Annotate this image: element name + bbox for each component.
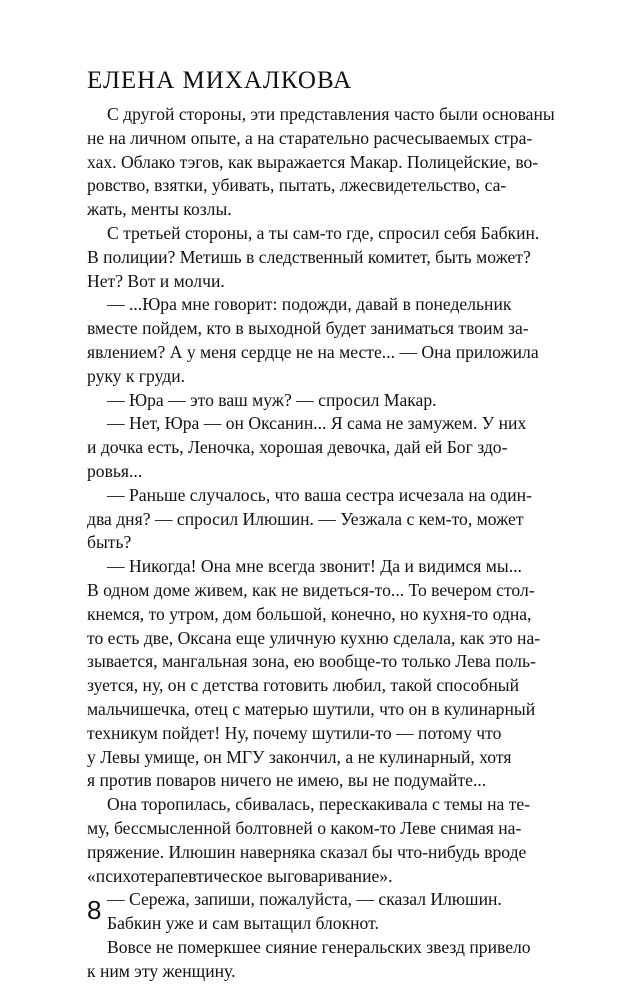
text-line: — Юра — это ваш муж? — спросил Макар. <box>107 389 437 410</box>
text-line: Она торопилась, сбивалась, перескакивала с темы на те- <box>107 794 531 815</box>
text-line: жать, менты козлы. <box>87 199 232 220</box>
running-header-author: ЕЛЕНА МИХАЛКОВА <box>87 67 353 94</box>
text-line: — Никогда! Она мне всегда звонит! Да и видимся мы... <box>107 556 522 577</box>
text-line: не на личном опыте, а на старательно расчесываемых стра- <box>87 127 533 148</box>
text-line: явлением? А у меня сердце не на месте... — Она приложила <box>87 341 539 362</box>
text-line: Нет? Вот и молчи. <box>87 270 225 291</box>
text-line: му, бессмысленной болтовней о каком-то Леве снимая на- <box>87 817 522 838</box>
text-line: — Нет, Юра — он Оксанин... Я сама не замужем. У них <box>107 413 527 434</box>
text-line: С третьей стороны, а ты сам-то где, спросил себя Бабкин. <box>107 222 540 243</box>
text-line: — ...Юра мне говорит: подожди, давай в понедельник <box>107 294 512 315</box>
text-line: кнемся, то утром, дом большой, конечно, но кухня-то одна, <box>87 603 532 624</box>
text-line: зывается, мангальная зона, ею вообще-то только Лева поль- <box>87 651 536 672</box>
text-line: мальчишечка, отец с матерью шутили, что он в кулинарный <box>87 698 536 719</box>
text-line: С другой стороны, эти представления часто были основаны <box>107 104 555 124</box>
text-line: В полиции? Метишь в следственный комитет, быть может? <box>87 246 531 267</box>
text-line: у Левы умище, он МГУ закончил, а не кулинарный, хотя <box>87 746 512 767</box>
text-line: В одном доме живем, как не видеться-то... То вечером стол- <box>87 579 535 600</box>
text-line: вместе пойдем, кто в выходной будет заниматься твоим за- <box>87 318 529 339</box>
body-text <box>87 103 573 983</box>
text-line: «психотерапевтическое выговаривание». <box>87 865 393 886</box>
text-line: зуется, ну, он с детства готовить любил, такой способный <box>87 675 520 696</box>
text-line: Бабкин уже и сам вытащил блокнот. <box>107 913 379 934</box>
text-line: ровья... <box>87 460 143 481</box>
text-line: — Раньше случалось, что ваша сестра исчезала на один- <box>107 484 532 505</box>
text-line: и дочка есть, Леночка, хорошая девочка, дай ей Бог здо- <box>87 437 508 458</box>
text-line: руку к груди. <box>87 365 186 386</box>
text-line: ровство, взятки, убивать, пытать, лжесвидетельство, са- <box>87 175 507 196</box>
text-line: то есть две, Оксана еще уличную кухню сделала, как это на- <box>87 627 541 648</box>
text-line: Вовсе не померкшее сияние генеральских звезд привело <box>107 936 531 957</box>
text-line: техникум пойдет! Ну, почему шутили-то — потому что <box>87 722 502 743</box>
text-line: пряжение. Илюшин наверняка сказал бы что-нибудь вроде <box>87 841 527 862</box>
text-line: к ним эту женщину. <box>87 960 236 981</box>
text-line: быть? <box>87 532 132 553</box>
text-line: я против поваров ничего не имею, вы не подумайте... <box>87 770 487 791</box>
text-line: — Сережа, запиши, пожалуйста, — сказал Илюшин. <box>107 889 502 910</box>
text-line: два дня? — спросил Илюшин. — Уезжала с кем-то, может <box>87 508 524 529</box>
page-number: 8 <box>87 895 102 925</box>
text-line: хах. Облако тэгов, как выражается Макар. Полицейские, во- <box>87 151 539 172</box>
